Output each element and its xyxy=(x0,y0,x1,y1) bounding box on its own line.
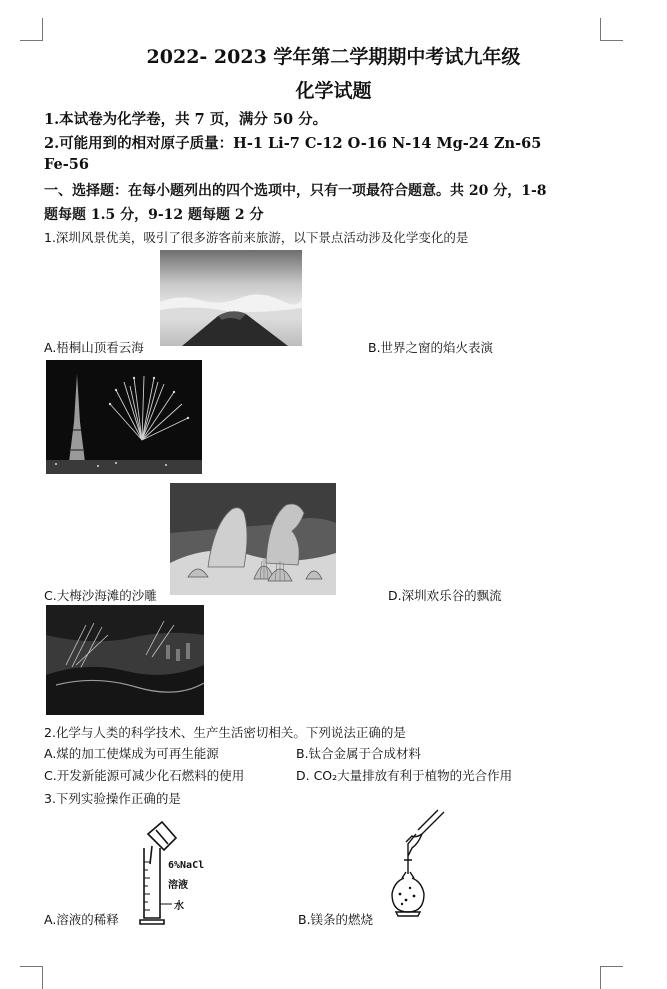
q1-option-a: A.梧桐山顶看云海 xyxy=(44,340,144,355)
section-heading-line1: 一、选择题：在每小题列出的四个选项中，只有一项最符合题意。共 20 分，1-8 xyxy=(44,183,547,199)
crop-mark-top-right xyxy=(600,18,623,41)
q3-option-a: A.溶液的稀释 xyxy=(44,912,119,927)
q2-option-a: A.煤的加工使煤成为可再生能源 xyxy=(44,746,219,761)
question-1-stem: 1.深圳风景优美，吸引了很多游客前来旅游，以下景点活动涉及化学变化的是 xyxy=(44,230,469,245)
exam-title: 2022- 2023 学年第二学期期中考试九年级 xyxy=(146,46,521,68)
q1-option-c: C.大梅沙海滩的沙雕 xyxy=(44,588,157,603)
q2-option-d: D. CO₂大量排放有利于植物的光合作用 xyxy=(296,768,513,783)
figure-label-water: 水 xyxy=(174,901,184,912)
note-1: 1.本试卷为化学卷，共 7 页，满分 50 分。 xyxy=(44,111,328,128)
note-2: 2.可能用到的相对原子质量：H-1 Li-7 C-12 O-16 N-14 Mg-24 Zn-65 xyxy=(44,135,542,152)
figure-label-solution-2: 溶液 xyxy=(168,880,188,891)
q2-option-c: C.开发新能源可减少化石燃料的使用 xyxy=(44,768,245,783)
crop-mark-bottom-left xyxy=(20,966,43,989)
crop-mark-top-left xyxy=(20,18,43,41)
photo-sand-sculpture xyxy=(170,483,336,595)
question-3-stem: 3.下列实验操作正确的是 xyxy=(44,791,181,806)
exam-subtitle: 化学试题 xyxy=(295,80,372,102)
q1-option-d: D.深圳欢乐谷的飘流 xyxy=(388,588,502,603)
q3-option-b: B.镁条的燃烧 xyxy=(298,912,374,927)
photo-mountain-sea-of-clouds xyxy=(160,250,302,346)
note-2-continued: Fe-56 xyxy=(44,156,89,173)
q2-option-b: B.钛合金属于合成材料 xyxy=(296,746,422,761)
section-heading-line2: 题每题 1.5 分，9-12 题每题 2 分 xyxy=(44,207,264,223)
crop-mark-bottom-right xyxy=(600,966,623,989)
q1-option-b: B.世界之窗的焰火表演 xyxy=(368,340,494,355)
figure-label-solution: 6%NaCl xyxy=(168,860,205,871)
figure-solution-dilution xyxy=(132,818,242,926)
question-2-stem: 2.化学与人类的科学技术、生产生活密切相关。下列说法正确的是 xyxy=(44,725,406,740)
photo-water-rafting xyxy=(46,605,204,715)
figure-magnesium-burning xyxy=(378,808,450,920)
photo-fireworks-tower xyxy=(46,360,202,474)
